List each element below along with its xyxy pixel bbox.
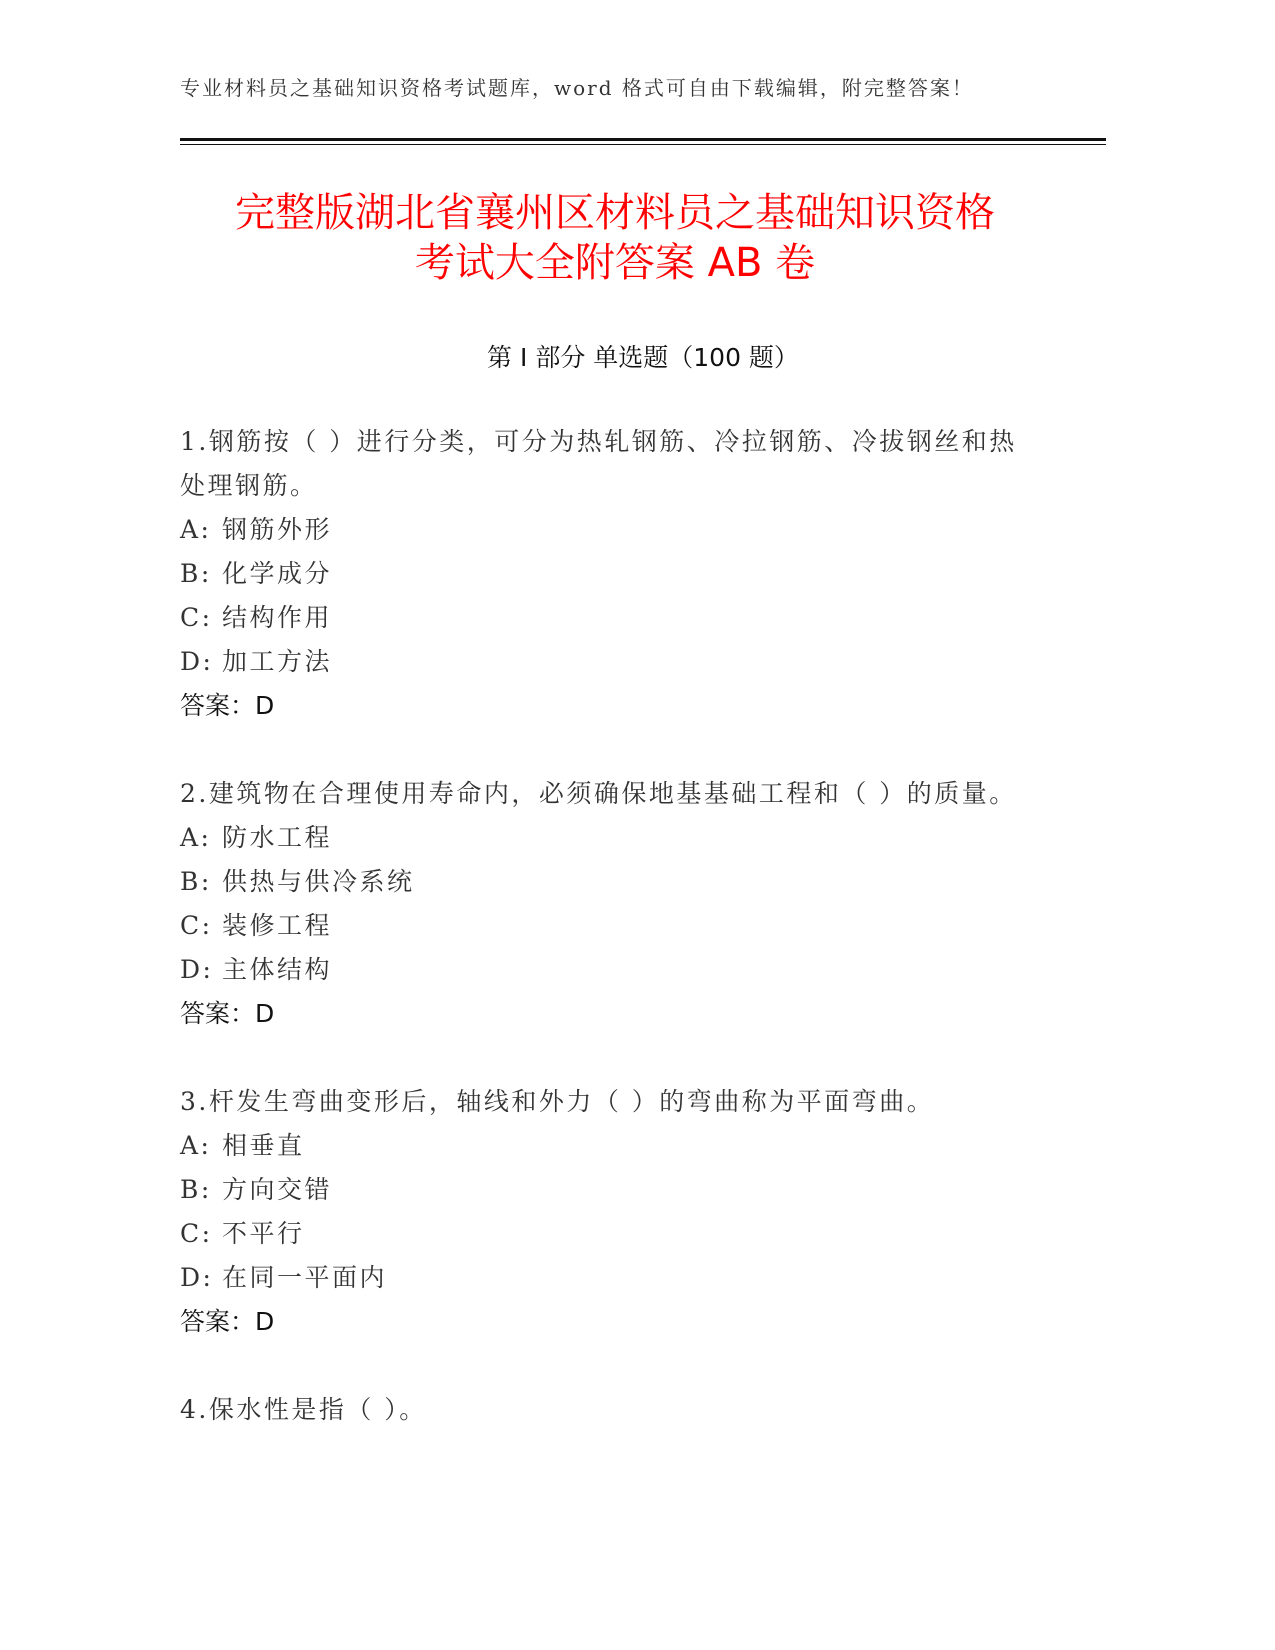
option-text: 方向交错	[222, 1175, 333, 1204]
option-a	[180, 508, 1106, 552]
option-key: B:	[180, 867, 212, 896]
header-rule-thin	[180, 144, 1106, 145]
option-text: 不平行	[222, 1219, 305, 1248]
option-c	[180, 596, 1106, 640]
title-line-2: 考试大全附答案 AB 卷	[414, 240, 816, 286]
section-title: 第 I 部分 单选题（100 题）	[487, 343, 799, 372]
option-key: C:	[180, 911, 213, 940]
option-key: A:	[180, 823, 212, 852]
option-d	[180, 1256, 1106, 1300]
option-text: 供热与供冷系统	[222, 867, 415, 896]
option-text: 钢筋外形	[222, 515, 333, 544]
option-key: A:	[180, 515, 212, 544]
option-text: 在同一平面内	[222, 1263, 388, 1292]
answer-line: 答案：D	[180, 1307, 275, 1336]
option-key: C:	[180, 1219, 213, 1248]
option-c	[180, 1212, 1106, 1256]
option-text: 装修工程	[222, 911, 333, 940]
question-1	[180, 420, 1106, 728]
title-line-1: 完整版湖北省襄州区材料员之基础知识资格	[235, 190, 995, 236]
option-key: A:	[180, 1131, 212, 1160]
question-3	[180, 1080, 1106, 1344]
option-text: 主体结构	[222, 955, 333, 984]
option-c	[180, 904, 1106, 948]
question-2	[180, 772, 1106, 1036]
header-note: 专业材料员之基础知识资格考试题库，word 格式可自由下载编辑，附完整答案！	[180, 76, 974, 100]
option-d	[180, 640, 1106, 684]
question-list	[180, 420, 1106, 1476]
question-text: 3.杆发生弯曲变形后，轴线和外力（ ）的弯曲称为平面弯曲。	[180, 1087, 935, 1116]
option-key: D:	[180, 647, 214, 676]
option-key: B:	[180, 559, 212, 588]
option-a	[180, 816, 1106, 860]
option-text: 防水工程	[222, 823, 333, 852]
option-text: 结构作用	[222, 603, 333, 632]
question-text: 4.保水性是指（ ）。	[180, 1395, 427, 1424]
option-b	[180, 552, 1106, 596]
option-a	[180, 1124, 1106, 1168]
option-b	[180, 860, 1106, 904]
answer-line: 答案：D	[180, 999, 275, 1028]
option-key: D:	[180, 1263, 214, 1292]
option-text: 化学成分	[222, 559, 333, 588]
option-key: C:	[180, 603, 213, 632]
header-rule-thick	[180, 138, 1106, 141]
option-text: 加工方法	[222, 647, 333, 676]
question-text: 2.建筑物在合理使用寿命内，必须确保地基基础工程和（ ）的质量。	[180, 779, 1017, 808]
option-key: D:	[180, 955, 214, 984]
question-text: 1.钢筋按（ ）进行分类，可分为热轧钢筋、冷拉钢筋、冷拔钢丝和热处理钢筋。	[180, 427, 1017, 500]
option-d	[180, 948, 1106, 992]
option-text: 相垂直	[222, 1131, 305, 1160]
question-4	[180, 1388, 1106, 1432]
option-key: B:	[180, 1175, 212, 1204]
option-b	[180, 1168, 1106, 1212]
document-title	[150, 188, 1080, 288]
answer-line: 答案：D	[180, 691, 275, 720]
